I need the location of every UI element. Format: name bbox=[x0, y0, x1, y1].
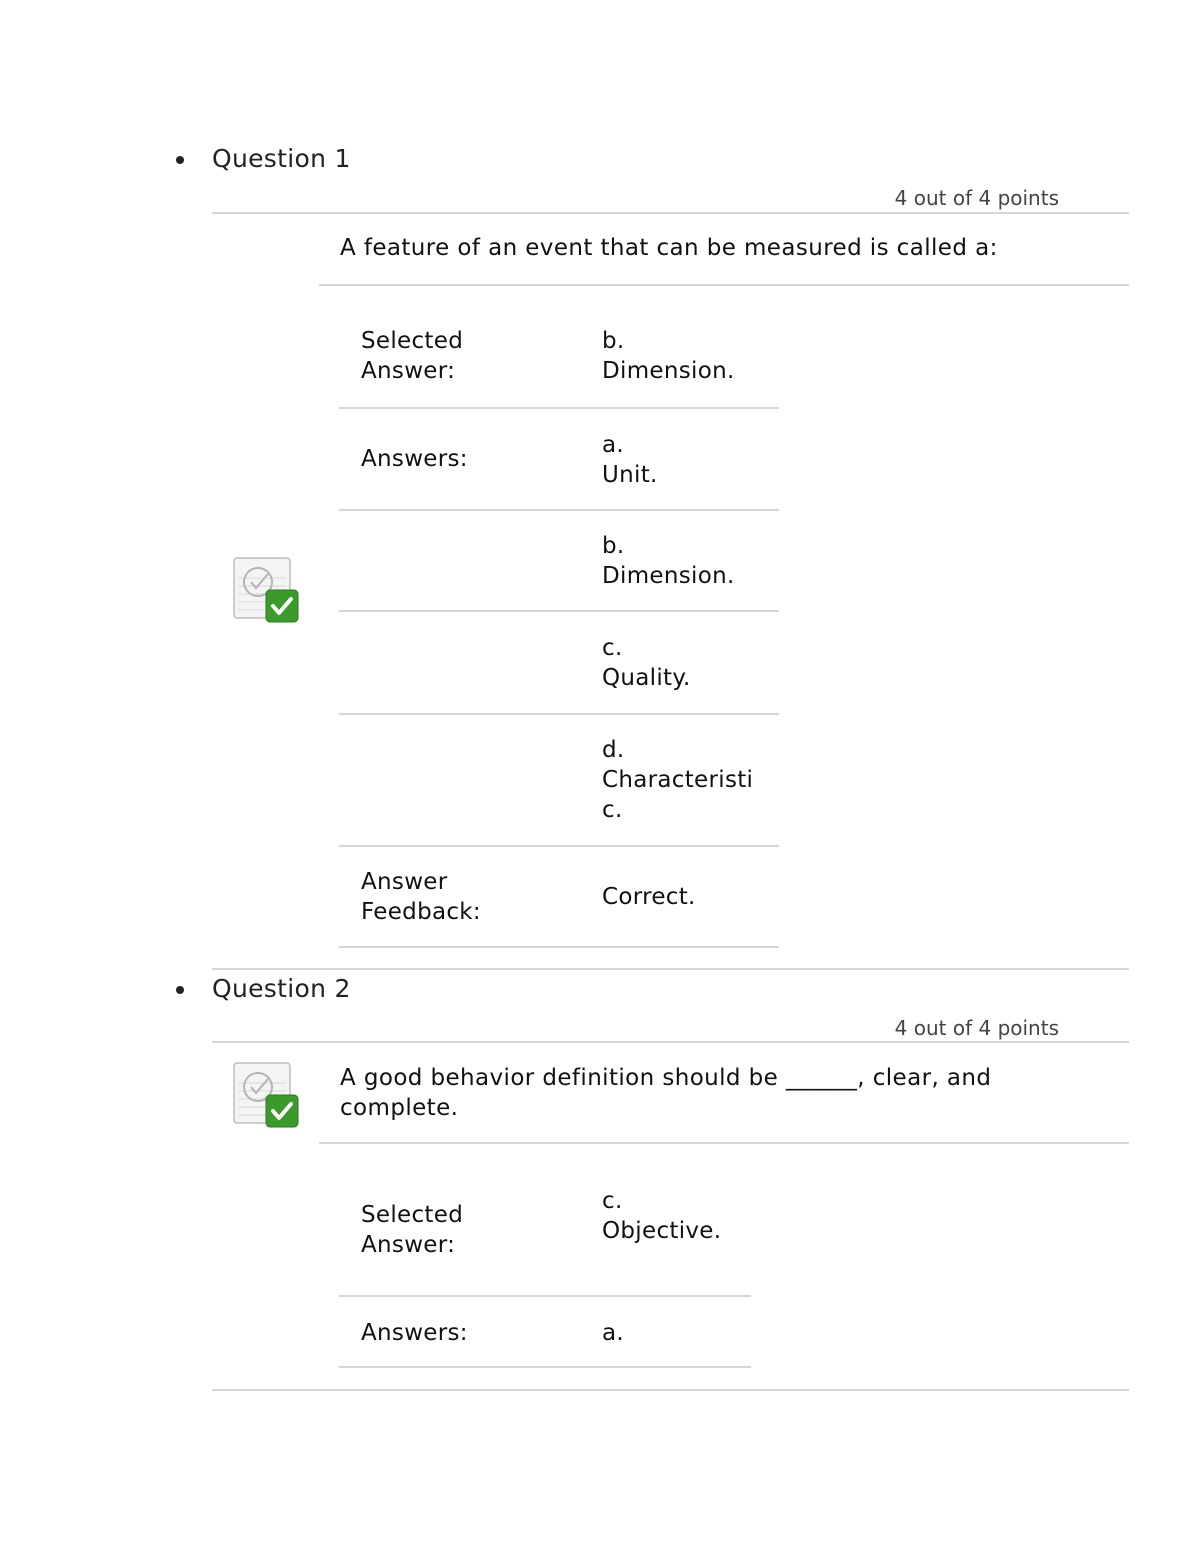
question-title: Question 1 bbox=[212, 144, 351, 173]
answers-label: Answers: bbox=[361, 1320, 468, 1346]
selected-answer-letter: c. bbox=[602, 1188, 623, 1214]
answer-letter: a. bbox=[602, 432, 625, 458]
row-divider bbox=[339, 1366, 751, 1368]
answer-text: Unit. bbox=[602, 462, 658, 488]
correct-check-icon bbox=[232, 556, 300, 624]
answer-text: Quality. bbox=[602, 665, 691, 691]
answer-text: Characteristic. bbox=[602, 767, 754, 823]
question-divider bbox=[212, 1041, 1129, 1043]
question-points: 4 out of 4 points bbox=[894, 186, 1059, 210]
answer-letter: b. bbox=[602, 533, 625, 559]
question-text-divider bbox=[319, 1142, 1129, 1144]
selected-answer-label: Selected Answer: bbox=[361, 328, 464, 384]
answer-text: Dimension. bbox=[602, 563, 735, 589]
answer-letter: d. bbox=[602, 737, 625, 763]
selected-answer-value: Objective. bbox=[602, 1218, 722, 1244]
selected-answer-letter: b. bbox=[602, 328, 625, 354]
question-points: 4 out of 4 points bbox=[894, 1016, 1059, 1040]
row-divider bbox=[339, 845, 779, 847]
selected-answer-label: Selected Answer: bbox=[361, 1202, 464, 1258]
answer-feedback-label: Answer Feedback: bbox=[361, 869, 481, 925]
question-divider bbox=[212, 1389, 1129, 1391]
question-divider bbox=[212, 212, 1129, 214]
answer-letter: c. bbox=[602, 635, 623, 661]
answer-feedback: Correct. bbox=[602, 884, 696, 910]
answer-letter: a. bbox=[602, 1320, 625, 1346]
question-title: Question 2 bbox=[212, 974, 351, 1003]
correct-check-icon bbox=[232, 1061, 300, 1129]
question-divider bbox=[212, 968, 1129, 970]
question-bullet bbox=[176, 986, 184, 994]
question-bullet bbox=[176, 156, 184, 164]
row-divider bbox=[339, 1295, 751, 1297]
question-text: A feature of an event that can be measured is called a: bbox=[340, 235, 998, 261]
row-divider bbox=[339, 407, 779, 409]
row-divider bbox=[339, 713, 779, 715]
row-divider bbox=[339, 509, 779, 511]
selected-answer-value: Dimension. bbox=[602, 358, 735, 384]
answers-label: Answers: bbox=[361, 446, 468, 472]
question-text: A good behavior definition should be ______, clear, and complete. bbox=[340, 1065, 992, 1121]
row-divider bbox=[339, 946, 779, 948]
row-divider bbox=[339, 610, 779, 612]
question-text-divider bbox=[319, 284, 1129, 286]
